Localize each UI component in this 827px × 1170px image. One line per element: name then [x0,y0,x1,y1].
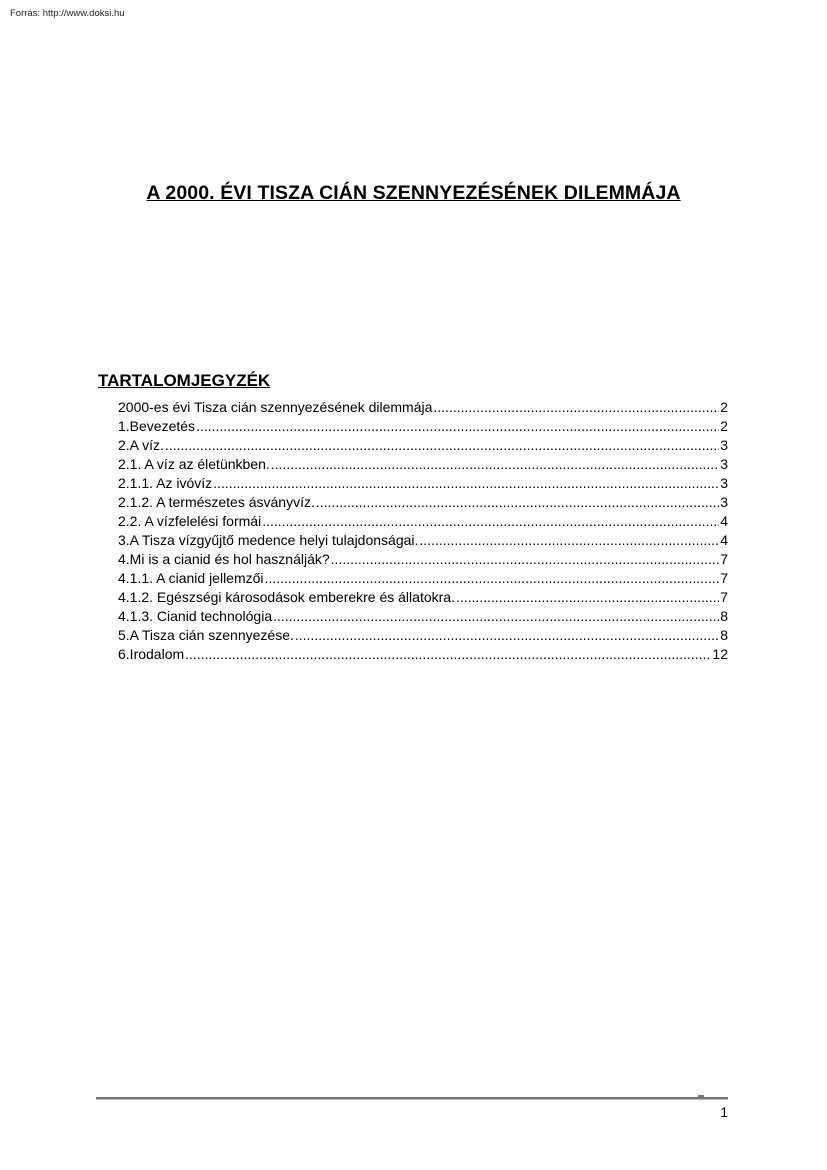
toc-entry-text: 4.1.1. A cianid jellemzői [118,570,264,586]
toc-entry-page: 8 [720,627,728,643]
page-number: 1 [720,1104,728,1120]
toc-leader-dots [331,550,720,569]
toc-entry-page: 12 [712,646,728,662]
toc-entry-page: 2 [720,399,728,415]
toc-entry[interactable] [118,626,728,645]
toc-entry[interactable] [118,436,728,455]
toc-entry-page: 7 [720,570,728,586]
toc-entry-text: 1.Bevezetés [118,418,196,434]
toc-leader-dots [295,626,719,645]
toc-entry-text: 2.1.2. A természetes ásványvíz. [118,494,315,510]
toc-entry-text: 2.1.1. Az ivóvíz [118,475,213,491]
toc-entry[interactable] [118,645,728,664]
toc-entry[interactable] [118,474,728,493]
toc-leader-dots [433,398,719,417]
toc-entry[interactable] [118,607,728,626]
toc-leader-dots [213,474,719,493]
toc-entry-text: 2.2. A vízfelelési formái [118,513,262,529]
toc-heading: TARTALOMJEGYZÉK [98,371,271,390]
toc-entry-text: 5.A Tisza cián szennyezése. [118,627,294,643]
toc-leader-dots [419,531,719,550]
toc-leader-dots [196,417,719,436]
toc-entry[interactable] [118,550,728,569]
toc-entry-text: 2.A víz. [118,437,164,453]
source-note: Forrás: http://www.doksi.hu [10,8,125,19]
toc-entry-page: 8 [720,608,728,624]
toc-entry-text: 6.Irodalom [118,646,185,662]
toc-entry[interactable] [118,417,728,436]
toc-entry[interactable] [118,588,728,607]
table-of-contents [118,398,728,664]
toc-entry-page: 7 [720,551,728,567]
toc-entry[interactable] [118,512,728,531]
toc-entry-text: 2.1. A víz az életünkben. [118,456,270,472]
document-title: A 2000. ÉVI TISZA CIÁN SZENNYEZÉSÉNEK DILEMMÁJA [146,182,681,204]
toc-entry-page: 4 [720,532,728,548]
toc-leader-dots [456,588,719,607]
footer-divider [96,1097,728,1100]
toc-entry-text: 4.Mi is a cianid és hol használják? [118,551,330,567]
toc-entry-text: 3.A Tisza vízgyűjtő medence helyi tulajdonságai. [118,532,419,548]
toc-entry-page: 3 [720,494,728,510]
toc-entry[interactable] [118,493,728,512]
toc-entry-page: 3 [720,456,728,472]
footer-mark [698,1095,704,1098]
toc-entry-text: 4.1.2. Egészségi károsodások emberekre és állatokra. [118,589,455,605]
toc-entry-page: 4 [720,513,728,529]
toc-leader-dots [265,569,720,588]
toc-leader-dots [165,436,719,455]
toc-entry[interactable] [118,455,728,474]
toc-entry-page: 3 [720,475,728,491]
toc-entry[interactable] [118,569,728,588]
toc-leader-dots [262,512,719,531]
toc-entry-text: 4.1.3. Cianid technológia [118,608,273,624]
toc-leader-dots [273,607,719,626]
toc-leader-dots [185,645,711,664]
toc-entry-page: 2 [720,418,728,434]
toc-entry[interactable] [118,398,728,417]
toc-entry-page: 7 [720,589,728,605]
toc-leader-dots [316,493,719,512]
toc-leader-dots [271,455,719,474]
toc-entry-text: 2000-es évi Tisza cián szennyezésének dilemmája [118,399,433,415]
toc-entry-page: 3 [720,437,728,453]
toc-entry[interactable] [118,531,728,550]
